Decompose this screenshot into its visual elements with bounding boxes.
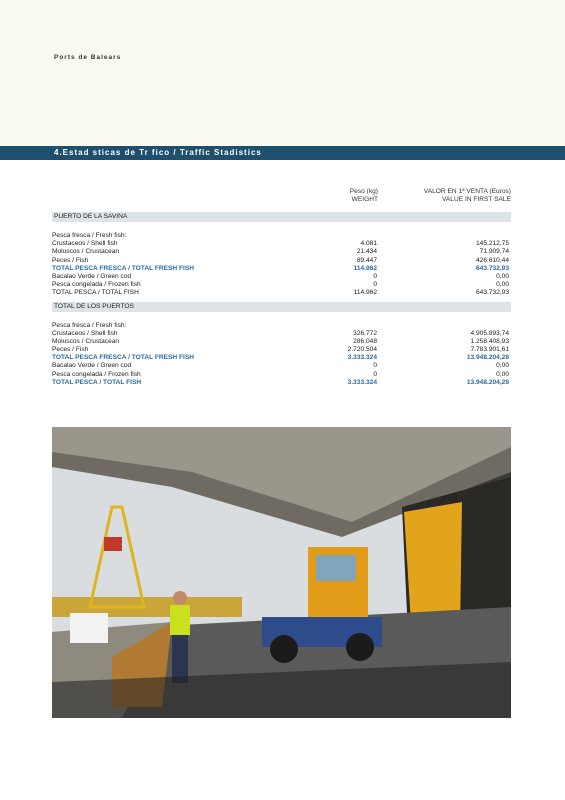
row-weight: 0 [373,370,377,378]
row-label: Pesca fresca / Fresh fish: [52,321,127,329]
row-value: 426.610,44 [475,256,509,264]
row-weight: 3.333.324 [347,378,377,386]
block-title: TOTAL DE LOS PUERTOS [52,302,511,312]
row-value: 643.732,93 [475,289,509,297]
row-label: Peces / Fish [52,256,89,264]
row-weight: 286.048 [353,337,377,345]
row-weight: 89.447 [356,256,377,264]
table-row [52,322,511,330]
row-value: 1.258.408,93 [470,337,509,345]
row-weight: 3.333.324 [347,354,377,362]
value-header-line2: VALUE IN FIRST SALE [441,196,511,204]
row-value: 71.909,74 [479,248,509,256]
row-weight: 0 [373,272,377,280]
table-row [52,330,511,338]
row-label: Pesca congelada / Frozen fish [52,370,141,378]
section-bar [0,146,565,160]
row-value: 0,00 [496,362,509,370]
row-label: Crustaceos / Shell fish [52,329,118,337]
weight-header-line1: Peso (kg) [349,188,378,195]
row-weight: 326.772 [353,329,377,337]
row-value: 145.212,75 [475,240,509,248]
row-weight: 0 [373,281,377,289]
block-savina [52,212,511,298]
row-label: TOTAL PESCA / TOTAL FISH [52,378,142,386]
row-label: Crustaceos / Shell fish [52,240,118,248]
weight-column-header [350,188,378,204]
table-row [52,371,511,379]
row-value: 7.783.901,61 [470,346,509,354]
row-weight: 2.720.504 [347,346,377,354]
running-header: Ports de Balears [54,54,122,61]
table-row [52,240,511,248]
row-weight: 0 [373,362,377,370]
row-value: 643.732,93 [475,264,509,272]
section-title: 4.Estad sticas de Tr fico / Traffic Stadistics [54,148,262,157]
top-band [0,0,565,146]
row-label: Pesca congelada / Frozen fish [52,281,141,289]
row-label: TOTAL PESCA / TOTAL FISH [52,289,139,297]
row-weight: 4.081 [360,240,377,248]
row-weight: 21.434 [356,248,377,256]
row-value: 13.948.204,28 [466,354,509,362]
row-value: 4.905.893,74 [470,329,509,337]
port-photo [52,427,511,718]
row-value: 0,00 [496,281,509,289]
value-header-line1: VALOR EN 1ª VENTA (Euros) [423,188,511,195]
row-value: 0,00 [496,370,509,378]
table-row-total [52,379,511,387]
row-label: Bacalao Verde / Green cod [52,272,132,280]
row-weight: 114.962 [353,264,377,272]
table-row [52,257,511,265]
value-column-header [424,188,511,204]
block-title: PUERTO DE LA SAVINA [52,212,511,222]
table-row [52,273,511,281]
row-weight: 114.962 [353,289,377,297]
table-row [52,248,511,256]
table-row [52,338,511,346]
table-row [52,232,511,240]
statistics-table [52,188,511,387]
row-value: 0,00 [496,272,509,280]
table-row-total-fresh [52,265,511,273]
row-label: TOTAL PESCA FRESCA / TOTAL FRESH FISH [52,354,195,362]
row-label: Pesca fresca / Fresh fish: [52,232,127,239]
block-total-ports [52,302,511,388]
row-label: Peces / Fish [52,346,89,354]
row-label: TOTAL PESCA FRESCA / TOTAL FRESH FISH [52,264,195,272]
port-photo-illustration [52,427,511,718]
column-headers [52,188,511,208]
table-row-total [52,289,511,297]
table-row [52,346,511,354]
row-label: Moluscos / Crustacean [52,337,120,345]
table-row-total-fresh [52,354,511,362]
row-value: 13.948.204,28 [466,378,509,386]
table-row [52,281,511,289]
row-label: Moluscos / Crustacean [52,248,120,256]
weight-header-line2: WEIGHT [351,196,378,204]
row-label: Bacalao Verde / Green cod [52,362,132,370]
table-row [52,362,511,370]
